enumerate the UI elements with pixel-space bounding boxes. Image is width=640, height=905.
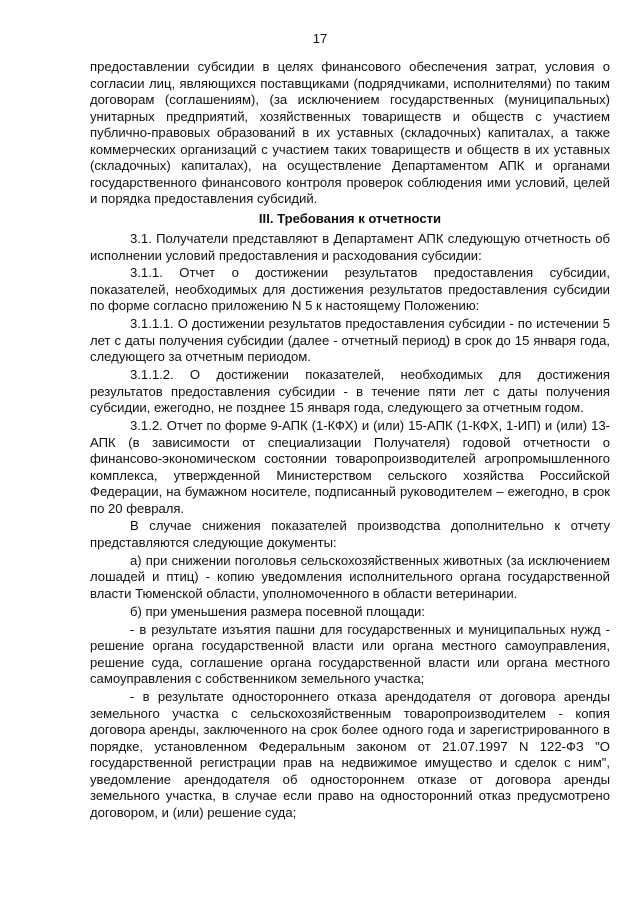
page-number: 17 [312,31,328,46]
paragraph-decline-case: В случае снижения показателей производства дополнительно к отчету представляются следующие документы: [90,518,610,550]
paragraph-item-a: а) при снижении поголовья сельскохозяйственных животных (за исключением лошадей и птиц) - копию уведомления исполнительного органа государственной власти Тюменской области, уполномоченного в области ветеринарии. [90,552,610,601]
paragraph-3-1-2: 3.1.2. Отчет по форме 9-АПК (1-КФХ) и (или) 15-АПК (1-КФХ, 1-ИП) и (или) 13-АПК (в зависимости от специализации Получателя) годовой отчетности о финансово-экономическом состоянии товаропроизводителей агропромышленного комплекса, утвержденной Министерством сельского хозяйства Российской Федерации, на бумажном носителе, подписанный руководителем – ежегодно, в срок по 20 февраля. [90,418,610,516]
section-heading: III. Требования к отчетности [258,210,442,226]
paragraph-3-1-1-2: 3.1.1.2. О достижении показателей, необходимых для достижения результатов предоставления субсидии - в течение пяти лет с даты получения субсидии, ежегодно, не позднее 15 января года, следующего за отчетным годом. [90,367,610,416]
document-body [90,59,610,822]
paragraph-item-b: б) при уменьшения размера посевной площади: [130,603,425,619]
paragraph-3-1: 3.1. Получатели представляют в Департамент АПК следующую отчетность об исполнении условий предоставления и расходования субсидии: [90,231,610,263]
paragraph-item-b-seizure: - в результате изъятия пашни для государственных и муниципальных нужд - решение органа государственной власти или органа местного самоуправления, решение суда, соглашение органа государственной власти или органа местного самоуправления с собственником земельного участка; [90,621,610,687]
paragraph-continuation: предоставлении субсидии в целях финансового обеспечения затрат, условия о согласии лиц, являющихся поставщиками (подрядчиками, исполнителями) по таким договорам (соглашениям), (за исключением государственных (муниципальных) унитарных предприятий, хозяйственных товариществ и обществ с участием публично-правовых образований в их уставных (складочных) капиталах, а также коммерческих организаций с участием таких товариществ и обществ в их уставных (складочных) капиталах), на осуществление Департаментом АПК и органами государственного финансового контроля проверок соблюдения ими условий, целей и порядка предоставления субсидий. [90,59,610,206]
paragraph-item-b-lease-refusal: - в результате одностороннего отказа арендодателя от договора аренды земельного участка с сельскохозяйственным товаропроизводителем - копия договора аренды, заключенного на срок более одного года и зарегистрированного в порядке, установленном Федеральным законом от 21.07.1997 N 122-ФЗ "О государственной регистрации прав на недвижимое имущество и сделок с ним", уведомление арендодателя об одностороннем отказе от договора аренды земельного участка, в случае если право на односторонний отказ предусмотрено договором, и (или) решение суда; [90,689,610,820]
paragraph-3-1-1-1: 3.1.1.1. О достижении результатов предоставления субсидии - по истечении 5 лет с даты получения субсидии (далее - отчетный период) в срок до 15 января года, следующего за отчетным периодом. [90,316,610,365]
paragraph-3-1-1: 3.1.1. Отчет о достижении результатов предоставления субсидии, показателей, необходимых для достижения результатов предоставления субсидии по форме согласно приложению N 5 к настоящему Положению: [90,265,610,314]
